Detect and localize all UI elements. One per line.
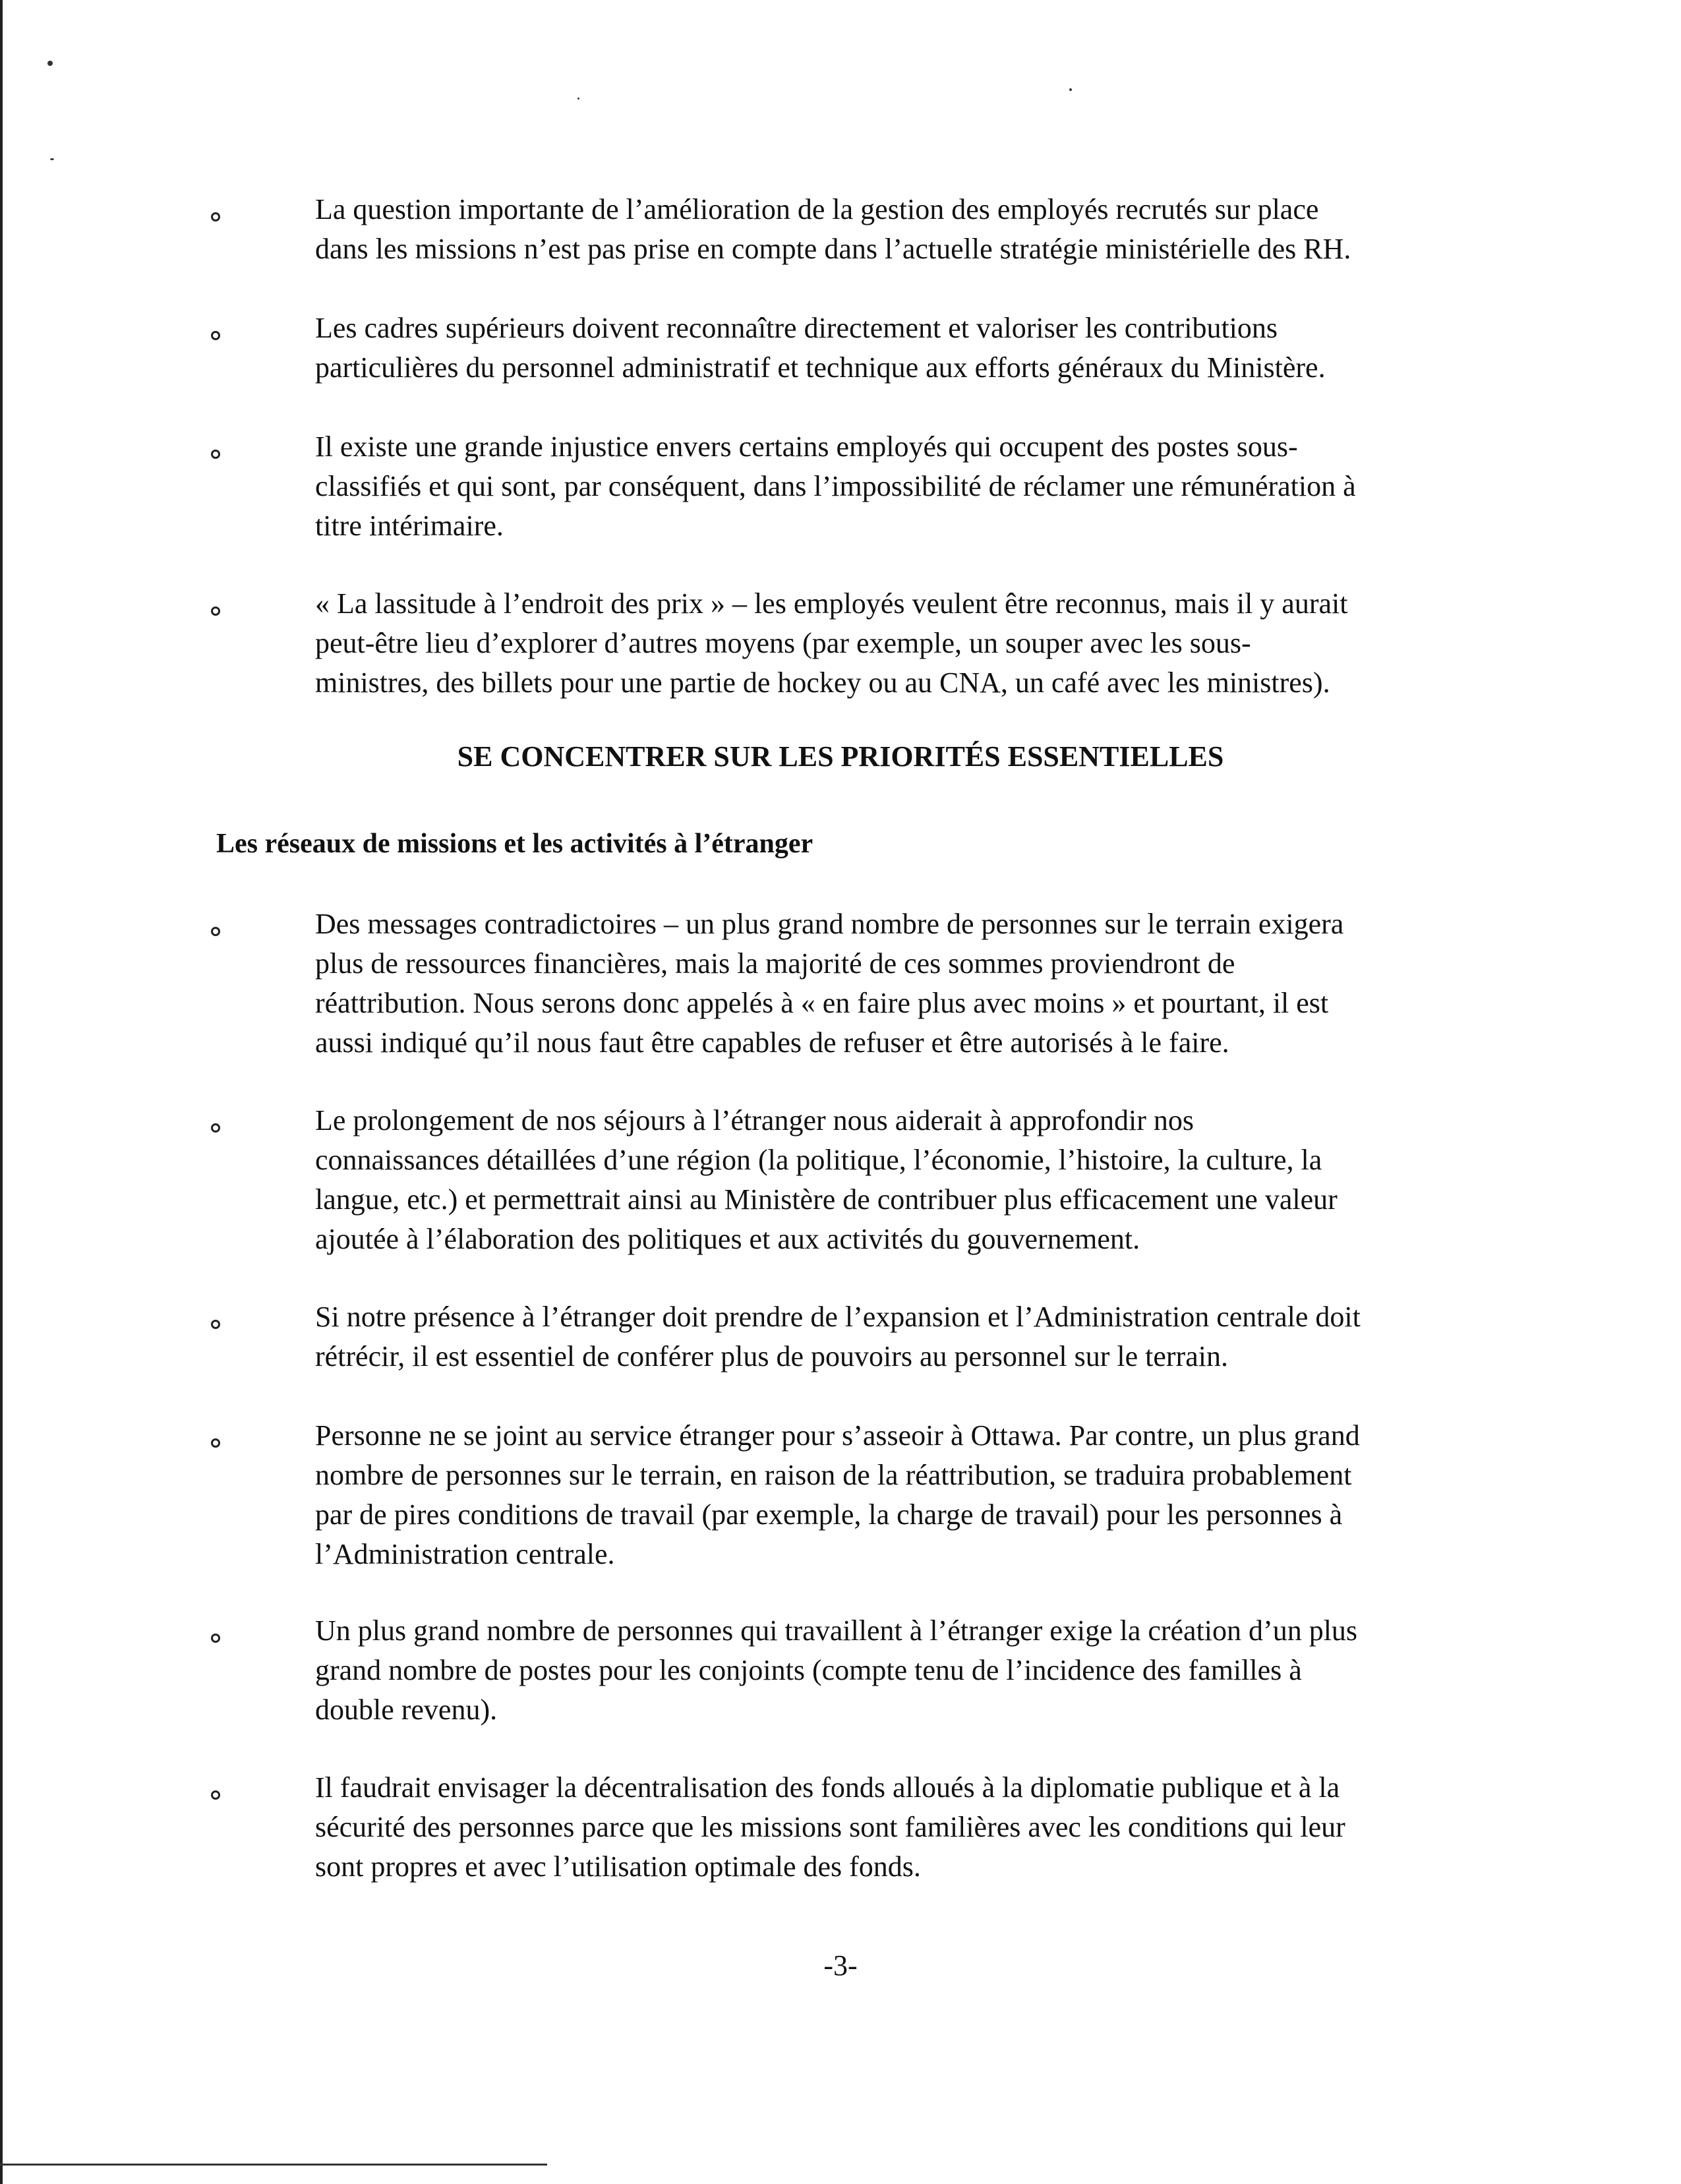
scan-left-border [0,0,3,2184]
list-item-text: Personne ne se joint au service étranger pour s’asseoir à Ottawa. Par contre, un plus grand nombre de personnes sur le terrain, en raison de la réattribution, se traduira probablement par de pires conditions de travail (par exemple, la charge de travail) pour les personnes à l’Administration centrale. [315,1419,1360,1570]
bullet-icon [211,1438,220,1448]
subheading: Les réseaux de missions et les activités à l’étranger [216,829,813,859]
bullet-icon [211,331,220,340]
scan-speck [50,158,54,160]
bullet-icon [211,1320,220,1329]
bullet-icon [211,1123,220,1133]
list-item-text: La question importante de l’amélioration de la gestion des employés recrutés sur place dans les missions n’est pas prise en compte dans l’actuelle stratégie ministérielle des RH. [315,193,1351,265]
scan-speck [577,98,579,100]
bullet-icon [211,1790,220,1800]
bullet-icon [211,1634,220,1643]
list-item-text: Il faudrait envisager la décentralisation des fonds alloués à la diplomatie publique et à la sécurité des personnes parce que les missions sont familières avec les conditions qui leur sont propres et avec l’utilisation optimale des fonds. [315,1771,1345,1883]
list-item-text: Il existe une grande injustice envers certains employés qui occupent des postes sous- classifiés et qui sont, par conséquent, dans l’impossibilité de réclamer une rémunération à titre intérimaire. [315,430,1356,542]
list-item-text: « La lassitude à l’endroit des prix » – les employés veulent être reconnus, mais il y aurait peut-être lieu d’explorer d’autres moyens (par exemple, un souper avec les sous- ministres, des billets pour une partie de hockey ou au CNA, un café avec les ministres). [315,587,1348,699]
list-item-text: Le prolongement de nos séjours à l’étranger nous aiderait à approfondir nos connaissances détaillées d’une région (la politique, l’économie, l’histoire, la culture, la langue, etc.) et permettrait ainsi au Ministère de contribuer plus efficacement une valeur ajoutée à l’élaboration des politiques et aux activités du gouvernement. [315,1104,1338,1255]
bullet-icon [211,450,220,459]
scan-speck [47,61,53,66]
scan-speck [1069,88,1072,91]
scan-bottom-border [0,2164,547,2166]
list-item-text: Un plus grand nombre de personnes qui travaillent à l’étranger exige la création d’un plus grand nombre de postes pour les conjoints (compte tenu de l’incidence des familles à double revenu). [315,1614,1358,1726]
bullet-icon [211,927,220,936]
bullet-icon [211,212,220,221]
bullet-icon [211,606,220,616]
section-heading: SE CONCENTRER SUR LES PRIORITÉS ESSENTIELLES [457,740,1224,773]
list-item-text: Si notre présence à l’étranger doit prendre de l’expansion et l’Administration centrale doit rétrécir, il est essentiel de conférer plus de pouvoirs au personnel sur le terrain. [315,1301,1361,1372]
list-item-text: Des messages contradictoires – un plus grand nombre de personnes sur le terrain exigera plus de ressources financières, mais la majorité de ces sommes proviendront de réattribution. Nous serons donc appelés à « en faire plus avec moins » et pourtant, il est aussi indiqué qu’il nous faut être capables de refuser et être autorisés à le faire. [315,908,1344,1059]
list-item-text: Les cadres supérieurs doivent reconnaître directement et valoriser les contributions particulières du personnel administratif et technique aux efforts généraux du Ministère. [315,312,1326,384]
page-number: -3- [823,1949,858,1982]
